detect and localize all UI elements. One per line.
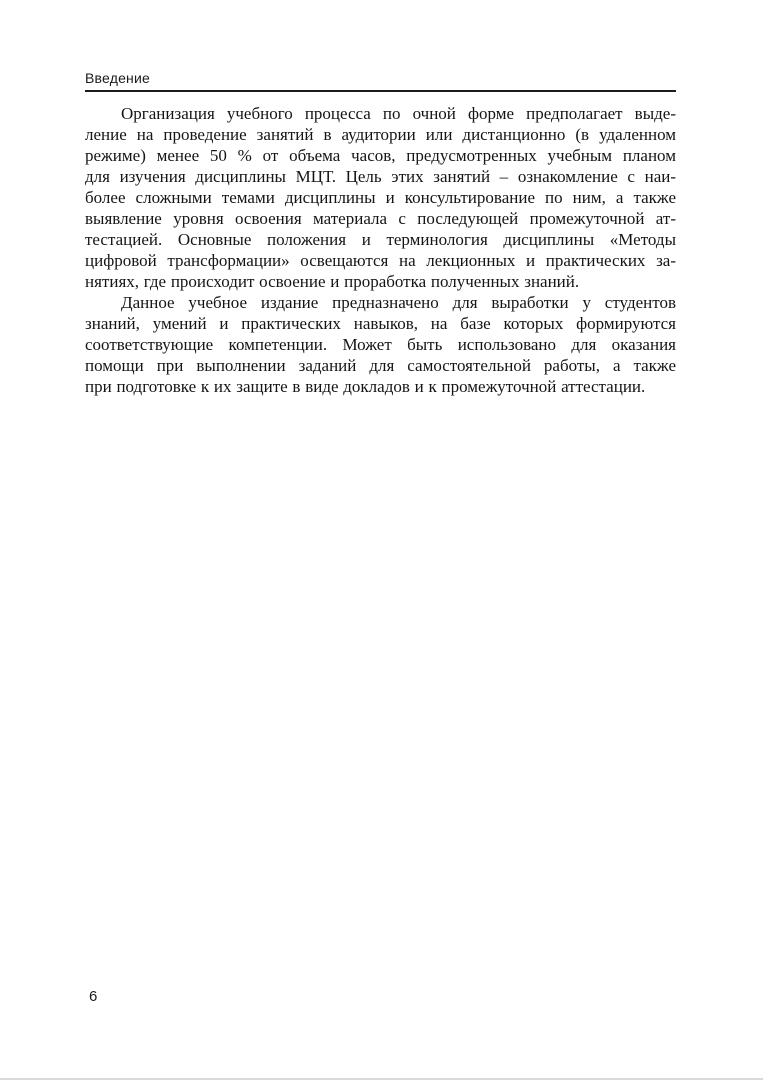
body-text [85, 103, 676, 397]
paragraph-1 [85, 103, 676, 292]
text-line: для изучения дисциплины МЦТ. Цель этих занятий – ознакомление с наи- [85, 167, 676, 186]
text-line: ление на проведение занятий в аудитории или дистанционно (в удаленном [85, 125, 676, 144]
text-line: соответствующие компетенции. Может быть использовано для оказания [85, 335, 676, 354]
text-line: Данное учебное издание предназначено для выработки у студентов [121, 293, 676, 312]
text-line: при подготовке к их защите в виде докладов и к промежуточной аттестации. [85, 377, 646, 396]
text-line: цифровой трансформации» освещаются на лекционных и практических за- [85, 251, 676, 270]
text-line: знаний, умений и практических навыков, на базе которых формируются [85, 314, 676, 333]
paragraph-2 [85, 292, 676, 397]
text-line: Организация учебного процесса по очной форме предполагает выде- [121, 104, 676, 123]
text-line: помощи при выполнении заданий для самостоятельной работы, а также [85, 356, 676, 375]
text-line: тестацией. Основные положения и терминология дисциплины «Методы [85, 230, 676, 249]
page-number: 6 [89, 988, 98, 1005]
header-rule [85, 90, 676, 92]
text-line: режиме) менее 50 % от объема часов, предусмотренных учебным планом [85, 146, 676, 165]
text-line: более сложными темами дисциплины и консультирование по ним, а также [85, 188, 676, 207]
text-line: нятиях, где происходит освоение и проработка полученных знаний. [85, 272, 580, 291]
running-header-title: Введение [85, 70, 150, 86]
text-line: выявление уровня освоения материала с последующей промежуточной ат- [85, 209, 676, 228]
running-header [85, 70, 676, 92]
